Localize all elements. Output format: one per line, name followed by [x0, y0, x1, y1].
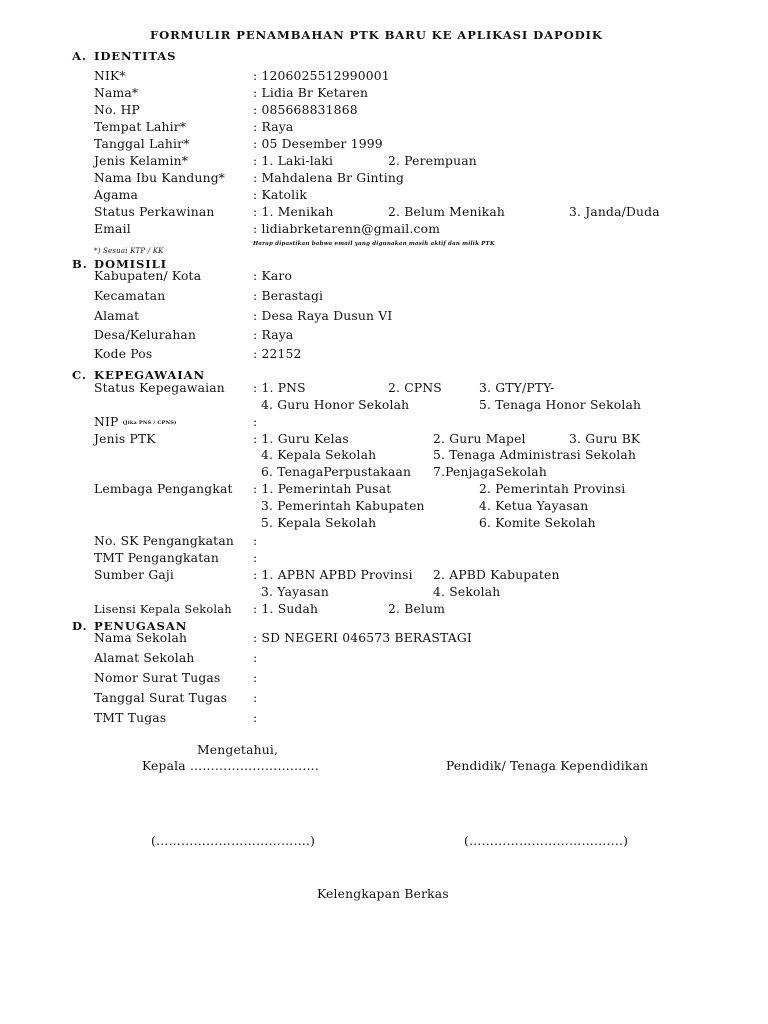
jenis-kelamin-option-1: : 1. Laki-laki — [253, 154, 334, 168]
gaji-option-2: 2. APBD Kabupaten — [433, 568, 560, 582]
kabupaten-label: Kabupaten/ Kota — [94, 269, 202, 283]
nama-label: Nama* — [94, 86, 139, 100]
perkawinan-option-2: 2. Belum Menikah — [388, 205, 506, 219]
jenis-option-3: 3. Guru BK — [569, 432, 641, 446]
email-value: : lidiabrketarenn@gmail.com — [253, 222, 441, 236]
section-b-name: DOMISILI — [94, 257, 167, 271]
alamat-sekolah-label: Alamat Sekolah — [94, 651, 195, 665]
jenis-option-2: 2. Guru Mapel — [433, 432, 526, 446]
lembaga-option-6: 6. Komite Sekolah — [479, 516, 596, 530]
lembaga-option-4: 4. Ketua Yayasan — [479, 499, 589, 513]
lembaga-option-3: 3. Pemerintah Kabupaten — [261, 499, 425, 513]
nama-value: : Lidia Br Ketaren — [253, 86, 369, 100]
kabupaten-value: : Karo — [253, 269, 293, 283]
jenis-option-7: 7.PenjagaSekolah — [433, 465, 547, 479]
kelengkapan-berkas-heading: Kelengkapan Berkas — [317, 887, 449, 901]
lembaga-option-2: 2. Pemerintah Provinsi — [479, 482, 626, 496]
alamat-label: Alamat — [94, 309, 140, 323]
agama-label: Agama — [94, 188, 139, 202]
pendidik-name-blank: (……………………………….) — [464, 834, 629, 848]
lembaga-option-5: 5. Kepala Sekolah — [261, 516, 377, 530]
kode-pos-value: : 22152 — [253, 347, 302, 361]
jenis-kelamin-label: Jenis Kelamin* — [94, 154, 189, 168]
form-title: FORMULIR PENAMBAHAN PTK BARU KE APLIKASI DAPODIK — [150, 28, 603, 42]
section-c-name: KEPEGAWAIAN — [94, 368, 205, 382]
lembaga-option-1: : 1. Pemerintah Pusat — [253, 482, 392, 496]
identitas-footnote: *) Sesuai KTP / KK — [94, 247, 164, 255]
tmt-pengangkatan-value: : — [253, 551, 258, 565]
status-kepegawaian-label: Status Kepegawaian — [94, 381, 225, 395]
ibu-kandung-label: Nama Ibu Kandung* — [94, 171, 226, 185]
status-option-2: 2. CPNS — [388, 381, 442, 395]
tmt-tugas-value: : — [253, 711, 258, 725]
hp-label: No. HP — [94, 103, 140, 117]
sumber-gaji-label: Sumber Gaji — [94, 568, 175, 582]
kepala-name-blank: (……………………………….) — [151, 834, 316, 848]
kecamatan-label: Kecamatan — [94, 289, 166, 303]
ibu-kandung-value: : Mahdalena Br Ginting — [253, 171, 405, 185]
nip-label-group — [94, 414, 177, 431]
agama-value: : Katolik — [253, 188, 308, 202]
pendidik-label: Pendidik/ Tenaga Kependidikan — [446, 759, 649, 773]
tanggal-surat-value: : — [253, 691, 258, 705]
nip-value: : — [253, 415, 258, 429]
section-a-letter: A. — [72, 49, 87, 63]
jenis-option-4: 4. Kepala Sekolah — [261, 448, 377, 462]
nik-label: NIK* — [94, 69, 126, 83]
no-sk-label: No. SK Pengangkatan — [94, 534, 234, 548]
nama-sekolah-label: Nama Sekolah — [94, 631, 188, 645]
email-note: Harap dipastikan bahwa email yang digunakan masih aktif dan milik PTK — [253, 241, 495, 247]
desa-value: : Raya — [253, 328, 294, 342]
gaji-option-1: : 1. APBN APBD Provinsi — [253, 568, 413, 582]
status-option-3: 3. GTY/PTY- — [479, 381, 555, 395]
jenis-option-6: 6. TenagaPerpustakaan — [261, 465, 412, 479]
email-label: Email — [94, 222, 131, 236]
no-sk-value: : — [253, 534, 258, 548]
status-option-5: 5. Tenaga Honor Sekolah — [479, 398, 642, 412]
section-b-letter: B. — [72, 257, 88, 271]
kode-pos-label: Kode Pos — [94, 347, 153, 361]
nama-sekolah-value: : SD NEGERI 046573 BERASTAGI — [253, 631, 472, 645]
hp-value: : 085668831868 — [253, 103, 358, 117]
tempat-lahir-label: Tempat Lahir* — [94, 120, 187, 134]
lisensi-option-1: : 1. Sudah — [253, 602, 319, 616]
perkawinan-option-3: 3. Janda/Duda — [569, 205, 660, 219]
jenis-option-5: 5. Tenaga Administrasi Sekolah — [433, 448, 637, 462]
jenis-option-1: : 1. Guru Kelas — [253, 432, 349, 446]
alamat-sekolah-value: : — [253, 651, 258, 665]
lisensi-label: Lisensi Kepala Sekolah — [94, 602, 232, 616]
kecamatan-value: : Berastagi — [253, 289, 324, 303]
nomor-surat-label: Nomor Surat Tugas — [94, 671, 221, 685]
section-c-letter: C. — [72, 368, 87, 382]
status-option-4: 4. Guru Honor Sekolah — [261, 398, 410, 412]
gaji-option-3: 3. Yayasan — [261, 585, 329, 599]
desa-label: Desa/Kelurahan — [94, 328, 197, 342]
tanggal-lahir-value: : 05 Desember 1999 — [253, 137, 383, 151]
tanggal-surat-label: Tanggal Surat Tugas — [94, 691, 228, 705]
jenis-kelamin-option-2: 2. Perempuan — [388, 154, 477, 168]
nip-note: (Jika PNS / CPNS) — [122, 420, 177, 426]
status-perkawinan-label: Status Perkawinan — [94, 205, 215, 219]
nomor-surat-value: : — [253, 671, 258, 685]
nip-label: NIP — [94, 415, 119, 429]
tanggal-lahir-label: Tanggal Lahir* — [94, 137, 190, 151]
mengetahui-text: Mengetahui, — [197, 743, 279, 757]
tmt-pengangkatan-label: TMT Pengangkatan — [94, 551, 219, 565]
alamat-value: : Desa Raya Dusun VI — [253, 309, 393, 323]
gaji-option-4: 4. Sekolah — [433, 585, 501, 599]
lembaga-label: Lembaga Pengangkat — [94, 482, 233, 496]
perkawinan-option-1: : 1. Menikah — [253, 205, 334, 219]
section-d-letter: D. — [72, 619, 88, 633]
section-d-name: PENUGASAN — [94, 619, 188, 633]
nik-value: : 1206025512990001 — [253, 69, 390, 83]
tempat-lahir-value: : Raya — [253, 120, 294, 134]
tmt-tugas-label: TMT Tugas — [94, 711, 167, 725]
status-option-1: : 1. PNS — [253, 381, 306, 395]
lisensi-option-2: 2. Belum — [388, 602, 446, 616]
section-a-name: IDENTITAS — [94, 49, 177, 63]
kepala-signature-line: Kepala …………………………. — [142, 759, 319, 773]
jenis-ptk-label: Jenis PTK — [94, 432, 156, 446]
